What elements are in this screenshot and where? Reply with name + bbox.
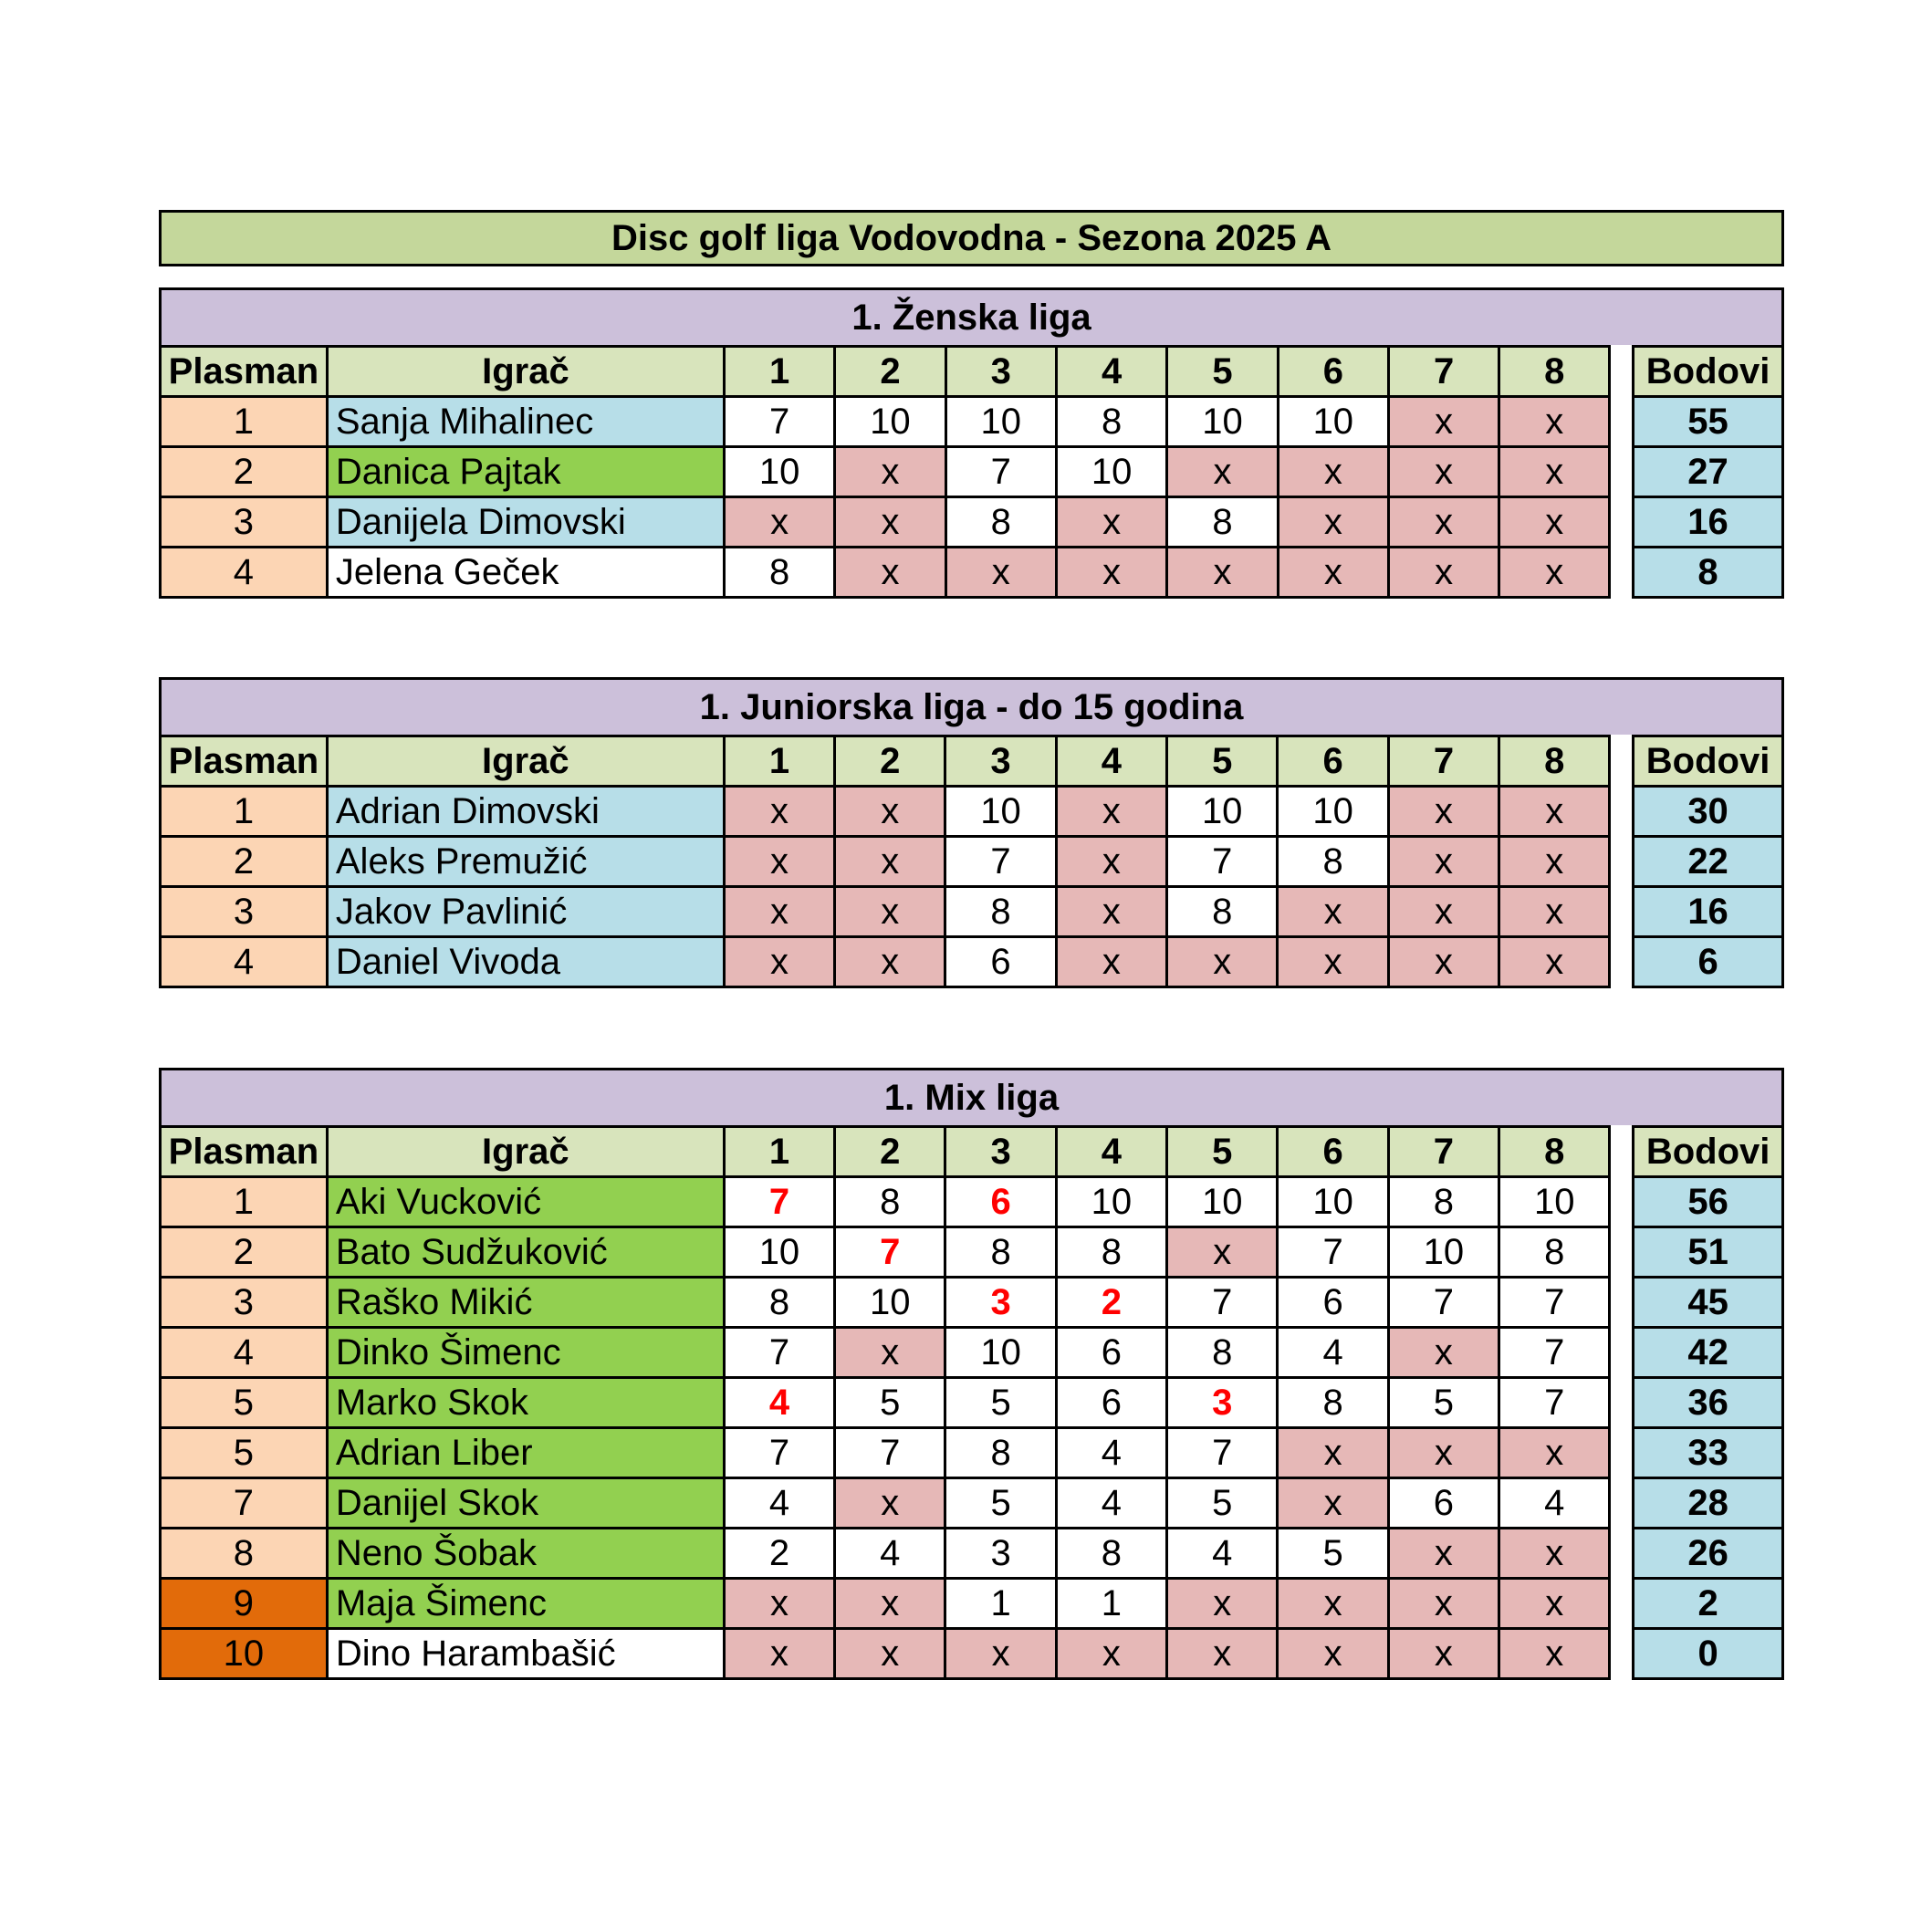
score-round-3: 8 [945, 1227, 1056, 1278]
rank-cell: 7 [161, 1478, 328, 1529]
score-round-4: 8 [1056, 397, 1166, 447]
table-row [161, 1478, 1783, 1529]
score-round-6: 10 [1278, 397, 1388, 447]
column-gap [1610, 787, 1634, 837]
score-round-7: x [1388, 1328, 1499, 1378]
table-row [161, 1529, 1783, 1579]
score-round-7: x [1388, 937, 1499, 987]
score-round-7: x [1388, 1629, 1499, 1679]
score-round-1: 10 [724, 447, 834, 497]
score-round-6: x [1278, 1478, 1388, 1529]
player-name: Daniel Vivoda [327, 937, 724, 987]
score-round-5: 8 [1167, 497, 1278, 548]
player-name: Raško Mikić [327, 1278, 724, 1328]
score-round-3: x [945, 548, 1056, 598]
score-round-1: x [724, 937, 834, 987]
header-igrac: Igrač [327, 1127, 724, 1177]
score-round-4: 10 [1056, 447, 1166, 497]
score-round-3: 8 [945, 497, 1056, 548]
score-round-4: x [1056, 787, 1166, 837]
score-round-7: 5 [1388, 1378, 1499, 1428]
rank-cell: 2 [161, 1227, 328, 1278]
header-row [161, 347, 1783, 397]
score-round-4: x [1056, 548, 1166, 598]
score-round-2: 7 [835, 1227, 945, 1278]
header-round-7: 7 [1388, 736, 1499, 787]
header-round-5: 5 [1167, 1127, 1278, 1177]
player-name: Aki Vucković [327, 1177, 724, 1227]
table-row [161, 787, 1783, 837]
rank-cell: 1 [161, 787, 328, 837]
standings-table [159, 345, 1784, 599]
score-round-4: 6 [1056, 1378, 1166, 1428]
column-gap [1610, 887, 1634, 937]
points-cell: 16 [1634, 887, 1783, 937]
score-round-6: x [1278, 887, 1388, 937]
score-round-3: 6 [945, 1177, 1056, 1227]
score-round-5: 5 [1167, 1478, 1278, 1529]
table-row [161, 1227, 1783, 1278]
score-round-1: 8 [724, 1278, 834, 1328]
score-round-8: x [1499, 397, 1610, 447]
rank-cell: 5 [161, 1428, 328, 1478]
score-round-6: x [1278, 1579, 1388, 1629]
points-cell: 36 [1634, 1378, 1783, 1428]
score-round-4: 10 [1056, 1177, 1166, 1227]
score-round-4: 6 [1056, 1328, 1166, 1378]
column-gap [1610, 397, 1634, 447]
header-round-8: 8 [1499, 736, 1610, 787]
header-bodovi: Bodovi [1634, 347, 1783, 397]
player-name: Adrian Dimovski [327, 787, 724, 837]
header-round-5: 5 [1166, 736, 1277, 787]
score-round-4: x [1056, 937, 1166, 987]
score-round-6: 7 [1278, 1227, 1388, 1278]
player-name: Aleks Premužić [327, 837, 724, 887]
header-round-6: 6 [1278, 736, 1388, 787]
header-round-3: 3 [945, 347, 1056, 397]
score-round-3: 3 [945, 1529, 1056, 1579]
header-round-7: 7 [1388, 347, 1499, 397]
rank-cell: 1 [161, 397, 328, 447]
score-round-8: x [1499, 887, 1610, 937]
points-cell: 30 [1634, 787, 1783, 837]
score-round-7: 7 [1388, 1278, 1499, 1328]
score-round-2: x [835, 887, 945, 937]
table-row [161, 1177, 1783, 1227]
score-round-4: 8 [1056, 1227, 1166, 1278]
score-round-2: x [835, 837, 945, 887]
score-round-3: 5 [945, 1378, 1056, 1428]
score-round-3: 8 [945, 887, 1056, 937]
score-round-2: 10 [835, 1278, 945, 1328]
score-round-3: 8 [945, 1428, 1056, 1478]
score-round-8: 4 [1499, 1478, 1610, 1529]
score-round-8: 10 [1499, 1177, 1610, 1227]
score-round-5: x [1167, 1629, 1278, 1679]
points-cell: 22 [1634, 837, 1783, 887]
points-cell: 51 [1634, 1227, 1783, 1278]
score-round-3: 3 [945, 1278, 1056, 1328]
header-bodovi: Bodovi [1634, 1127, 1783, 1177]
header-round-5: 5 [1167, 347, 1278, 397]
score-round-1: 7 [724, 397, 834, 447]
points-cell: 55 [1634, 397, 1783, 447]
score-round-8: x [1499, 937, 1610, 987]
table-row [161, 1579, 1783, 1629]
header-igrac: Igrač [327, 736, 724, 787]
column-gap [1610, 1328, 1634, 1378]
score-round-7: x [1388, 447, 1499, 497]
table-row [161, 1278, 1783, 1328]
points-cell: 33 [1634, 1428, 1783, 1478]
header-round-6: 6 [1278, 347, 1388, 397]
score-round-5: 10 [1166, 787, 1277, 837]
score-round-8: 7 [1499, 1328, 1610, 1378]
score-round-1: 4 [724, 1378, 834, 1428]
rank-cell: 3 [161, 1278, 328, 1328]
column-gap [1610, 497, 1634, 548]
column-gap [1610, 1278, 1634, 1328]
score-round-4: 4 [1056, 1428, 1166, 1478]
score-round-5: 10 [1167, 1177, 1278, 1227]
table-row [161, 837, 1783, 887]
league-zenska [159, 287, 1784, 599]
score-round-6: 10 [1278, 1177, 1388, 1227]
player-name: Bato Sudžuković [327, 1227, 724, 1278]
score-round-5: 8 [1167, 1328, 1278, 1378]
table-row [161, 887, 1783, 937]
player-name: Sanja Mihalinec [327, 397, 724, 447]
header-round-2: 2 [835, 736, 945, 787]
score-round-1: 8 [724, 548, 834, 598]
score-round-7: x [1388, 1428, 1499, 1478]
player-name: Adrian Liber [327, 1428, 724, 1478]
score-round-4: 2 [1056, 1278, 1166, 1328]
score-round-5: x [1167, 1579, 1278, 1629]
score-round-8: 8 [1499, 1227, 1610, 1278]
header-round-1: 1 [724, 1127, 834, 1177]
score-round-5: x [1166, 937, 1277, 987]
score-round-2: x [835, 1328, 945, 1378]
score-round-4: x [1056, 497, 1166, 548]
header-round-2: 2 [835, 1127, 945, 1177]
score-round-6: 6 [1278, 1278, 1388, 1328]
column-gap [1610, 1127, 1634, 1177]
score-round-1: 10 [724, 1227, 834, 1278]
score-round-7: 6 [1388, 1478, 1499, 1529]
score-round-5: 7 [1166, 837, 1277, 887]
player-name: Jakov Pavlinić [327, 887, 724, 937]
rank-cell: 4 [161, 1328, 328, 1378]
rank-cell: 3 [161, 887, 328, 937]
column-gap [1610, 1177, 1634, 1227]
points-cell: 8 [1634, 548, 1783, 598]
table-row [161, 1629, 1783, 1679]
header-round-2: 2 [835, 347, 945, 397]
score-round-2: 7 [835, 1428, 945, 1478]
score-round-6: 4 [1278, 1328, 1388, 1378]
player-name: Marko Skok [327, 1378, 724, 1428]
header-round-8: 8 [1499, 347, 1610, 397]
score-round-7: x [1388, 887, 1499, 937]
score-round-7: x [1388, 497, 1499, 548]
score-round-1: 2 [724, 1529, 834, 1579]
header-igrac: Igrač [327, 347, 724, 397]
league-juniorska [159, 677, 1784, 988]
score-round-6: x [1278, 937, 1388, 987]
score-round-4: 8 [1056, 1529, 1166, 1579]
standings-table [159, 735, 1784, 988]
score-round-6: 10 [1278, 787, 1388, 837]
score-round-4: x [1056, 1629, 1166, 1679]
header-round-1: 1 [724, 736, 834, 787]
table-row [161, 447, 1783, 497]
header-round-4: 4 [1056, 736, 1166, 787]
table-row [161, 1428, 1783, 1478]
column-gap [1610, 1529, 1634, 1579]
rank-cell: 2 [161, 447, 328, 497]
score-round-8: x [1499, 1428, 1610, 1478]
column-gap [1610, 347, 1634, 397]
score-round-7: x [1388, 397, 1499, 447]
score-round-5: 3 [1167, 1378, 1278, 1428]
score-round-1: x [724, 887, 834, 937]
header-plasman: Plasman [161, 347, 328, 397]
points-cell: 16 [1634, 497, 1783, 548]
score-round-8: x [1499, 447, 1610, 497]
points-cell: 42 [1634, 1328, 1783, 1378]
score-round-7: x [1388, 1529, 1499, 1579]
player-name: Jelena Geček [327, 548, 724, 598]
league-title: 1. Mix liga [159, 1068, 1784, 1125]
player-name: Danijel Skok [327, 1478, 724, 1529]
score-round-6: x [1278, 497, 1388, 548]
rank-cell: 4 [161, 548, 328, 598]
score-round-6: 5 [1278, 1529, 1388, 1579]
header-round-3: 3 [945, 1127, 1056, 1177]
header-round-6: 6 [1278, 1127, 1388, 1177]
score-round-7: x [1388, 548, 1499, 598]
score-round-5: 7 [1167, 1428, 1278, 1478]
score-round-8: x [1499, 548, 1610, 598]
rank-cell: 3 [161, 497, 328, 548]
score-round-5: 7 [1167, 1278, 1278, 1328]
score-round-6: x [1278, 447, 1388, 497]
header-row [161, 1127, 1783, 1177]
points-cell: 2 [1634, 1579, 1783, 1629]
score-round-8: x [1499, 1529, 1610, 1579]
rank-cell: 2 [161, 837, 328, 887]
column-gap [1610, 937, 1634, 987]
player-name: Dinko Šimenc [327, 1328, 724, 1378]
points-cell: 27 [1634, 447, 1783, 497]
score-round-1: x [724, 1629, 834, 1679]
header-round-4: 4 [1056, 347, 1166, 397]
score-round-3: x [945, 1629, 1056, 1679]
header-bodovi: Bodovi [1634, 736, 1783, 787]
score-round-1: 7 [724, 1428, 834, 1478]
column-gap [1610, 447, 1634, 497]
score-round-8: x [1499, 1629, 1610, 1679]
score-round-8: x [1499, 837, 1610, 887]
column-gap [1610, 1478, 1634, 1529]
header-round-8: 8 [1499, 1127, 1610, 1177]
score-round-5: x [1167, 1227, 1278, 1278]
score-round-6: x [1278, 1629, 1388, 1679]
points-cell: 56 [1634, 1177, 1783, 1227]
table-row [161, 497, 1783, 548]
rank-cell: 10 [161, 1629, 328, 1679]
score-round-6: 8 [1278, 1378, 1388, 1428]
score-round-2: 8 [835, 1177, 945, 1227]
standings-table [159, 1125, 1784, 1680]
score-round-2: 5 [835, 1378, 945, 1428]
score-round-8: 7 [1499, 1378, 1610, 1428]
column-gap [1610, 837, 1634, 887]
rank-cell: 8 [161, 1529, 328, 1579]
score-round-2: x [835, 497, 945, 548]
score-round-7: 10 [1388, 1227, 1499, 1278]
points-cell: 26 [1634, 1529, 1783, 1579]
page-title: Disc golf liga Vodovodna - Sezona 2025 A [159, 210, 1784, 266]
header-plasman: Plasman [161, 736, 328, 787]
score-round-3: 1 [945, 1579, 1056, 1629]
column-gap [1610, 1378, 1634, 1428]
league-mix [159, 1068, 1784, 1680]
column-gap [1610, 1579, 1634, 1629]
score-round-1: 7 [724, 1177, 834, 1227]
table-row [161, 1378, 1783, 1428]
score-round-5: 4 [1167, 1529, 1278, 1579]
score-round-2: x [835, 1579, 945, 1629]
score-round-4: x [1056, 887, 1166, 937]
rank-cell: 5 [161, 1378, 328, 1428]
player-name: Danijela Dimovski [327, 497, 724, 548]
points-cell: 0 [1634, 1629, 1783, 1679]
points-cell: 28 [1634, 1478, 1783, 1529]
score-round-2: x [835, 548, 945, 598]
score-round-5: 10 [1167, 397, 1278, 447]
table-row [161, 937, 1783, 987]
score-round-8: 7 [1499, 1278, 1610, 1328]
score-round-4: 4 [1056, 1478, 1166, 1529]
header-round-3: 3 [945, 736, 1056, 787]
points-cell: 6 [1634, 937, 1783, 987]
score-round-3: 10 [945, 397, 1056, 447]
table-row [161, 1328, 1783, 1378]
score-round-1: x [724, 1579, 834, 1629]
score-round-3: 6 [945, 937, 1056, 987]
header-round-4: 4 [1056, 1127, 1166, 1177]
score-round-7: x [1388, 1579, 1499, 1629]
score-round-5: x [1167, 447, 1278, 497]
score-round-4: 1 [1056, 1579, 1166, 1629]
rank-cell: 4 [161, 937, 328, 987]
score-round-8: x [1499, 1579, 1610, 1629]
score-round-1: x [724, 497, 834, 548]
score-round-1: x [724, 787, 834, 837]
score-round-2: x [835, 1629, 945, 1679]
score-round-2: x [835, 937, 945, 987]
league-title: 1. Ženska liga [159, 287, 1784, 345]
score-round-3: 7 [945, 837, 1056, 887]
score-round-8: x [1499, 787, 1610, 837]
header-row [161, 736, 1783, 787]
score-round-7: 8 [1388, 1177, 1499, 1227]
player-name: Neno Šobak [327, 1529, 724, 1579]
score-round-1: x [724, 837, 834, 887]
score-round-2: x [835, 787, 945, 837]
column-gap [1610, 1428, 1634, 1478]
points-cell: 45 [1634, 1278, 1783, 1328]
column-gap [1610, 548, 1634, 598]
score-round-3: 10 [945, 1328, 1056, 1378]
score-round-2: 10 [835, 397, 945, 447]
score-round-7: x [1388, 837, 1499, 887]
score-round-7: x [1388, 787, 1499, 837]
table-row [161, 548, 1783, 598]
table-row [161, 397, 1783, 447]
score-round-6: x [1278, 548, 1388, 598]
player-name: Danica Pajtak [327, 447, 724, 497]
score-round-3: 7 [945, 447, 1056, 497]
header-round-1: 1 [724, 347, 834, 397]
score-round-3: 10 [945, 787, 1056, 837]
rank-cell: 1 [161, 1177, 328, 1227]
score-round-4: x [1056, 837, 1166, 887]
score-round-2: x [835, 447, 945, 497]
score-round-6: 8 [1278, 837, 1388, 887]
score-round-2: 4 [835, 1529, 945, 1579]
player-name: Dino Harambašić [327, 1629, 724, 1679]
column-gap [1610, 736, 1634, 787]
player-name: Maja Šimenc [327, 1579, 724, 1629]
score-round-3: 5 [945, 1478, 1056, 1529]
rank-cell: 9 [161, 1579, 328, 1629]
score-round-1: 7 [724, 1328, 834, 1378]
score-round-1: 4 [724, 1478, 834, 1529]
score-round-2: x [835, 1478, 945, 1529]
score-round-6: x [1278, 1428, 1388, 1478]
column-gap [1610, 1227, 1634, 1278]
league-title: 1. Juniorska liga - do 15 godina [159, 677, 1784, 735]
score-round-8: x [1499, 497, 1610, 548]
score-round-5: 8 [1166, 887, 1277, 937]
header-round-7: 7 [1388, 1127, 1499, 1177]
score-round-5: x [1167, 548, 1278, 598]
column-gap [1610, 1629, 1634, 1679]
header-plasman: Plasman [161, 1127, 328, 1177]
